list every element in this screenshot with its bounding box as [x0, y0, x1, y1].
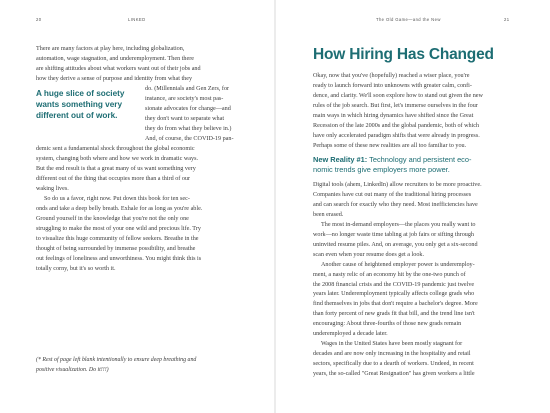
- text-line: encouraging: About three-fourths of those new grads remain: [313, 321, 462, 328]
- subheading-label: New Reality #1:: [313, 155, 368, 164]
- text-line: uninvited resume piles. And, on average, you only get a six-second: [313, 241, 478, 248]
- text-line: ready to launch forward into unknowns with greater calm, confi-: [313, 82, 472, 89]
- text-line: Perhaps some of these new realities are all too familiar to you.: [313, 142, 467, 149]
- subheading-text: Technology and persistent eco-: [367, 155, 472, 164]
- text-line: find themselves in jobs that don't require a bachelor's degree. More: [313, 301, 478, 308]
- text-line: But the end result is that a great many of us want something very: [36, 165, 196, 172]
- right-intro: [313, 72, 519, 152]
- text-line: are shifting attitudes about what workers want out of their jobs and: [36, 65, 201, 72]
- left-para1-bottom: [36, 145, 242, 195]
- left-para2: [36, 195, 242, 275]
- text-line: dence, and clarity. We'll soon explore how to stand out given the new: [313, 92, 483, 99]
- text-line: years later. Underemployment typically affects college grads who: [313, 291, 475, 298]
- text-line: sectors, specifically due to a dearth of workers. Undeed, in recent: [313, 361, 474, 368]
- text-line: So do us a favor, right now. Put down this book for ten sec-: [44, 196, 190, 202]
- text-line: scan even when your resume does get a look.: [313, 251, 425, 258]
- text-line: than forty percent of new grads fit that bill, and the trend line isn't: [313, 311, 475, 318]
- right-page: [276, 0, 550, 413]
- text-line: have only accelerated paradigm shifts that were already in progress.: [313, 132, 480, 139]
- right-running-head: The Old Game—and the New: [376, 17, 441, 22]
- text-line: sionate advocates for change—and: [145, 105, 231, 112]
- left-page-number: 20: [36, 17, 42, 22]
- text-line: Another cause of heightened employer power is underemploy-: [321, 261, 475, 268]
- text-line: Wages in the United States have been mostly stagnant for: [321, 341, 463, 348]
- text-line: to visualize this huge community of fellow seekers. Breathe in the: [36, 235, 199, 242]
- text-line: onds and take a deep belly breath. Exhale for as long as you're able.: [36, 205, 203, 212]
- subheading: [313, 155, 471, 176]
- pull-quote-line: wants something very: [36, 100, 122, 109]
- text-line: they don't want to separate what: [145, 115, 225, 122]
- footnote-line: positive visualization. Do it!!!): [36, 367, 109, 373]
- text-line: system, changing both where and how we work in dramatic ways.: [36, 155, 199, 162]
- footnote: [36, 355, 196, 375]
- text-line: Companies have cut out many of the traditional hiring processes: [313, 191, 472, 198]
- text-line: main ways in which hiring dynamics have shifted since the Great: [313, 112, 474, 119]
- text-line: thought of being surrounded by immense possibility, and breathe: [36, 245, 196, 252]
- text-line: decades and are now only increasing in the hospitality and retail: [313, 351, 471, 358]
- text-line: the 2008 financial crisis and the COVID-19 pandemic just twelve: [313, 281, 475, 288]
- text-line: how they derive a sense of purpose and identity from what they: [36, 75, 193, 82]
- right-page-number: 21: [504, 17, 510, 22]
- footnote-line: (* Rest of page left blank intentionally to ensure deep breathing and: [36, 357, 197, 363]
- left-page: [0, 0, 274, 413]
- text-line: Okay, now that you've (hopefully) reached a wiser place, you're: [313, 73, 470, 79]
- left-running-head: LINKED: [128, 17, 146, 22]
- text-line: different out of the thing that occupies more than a third of our: [36, 175, 191, 182]
- section-heading: How Hiring Has Changed: [313, 46, 494, 63]
- text-line: been erased.: [313, 211, 344, 218]
- text-line: automation, wage stagnation, and underemployment. Then there: [36, 55, 194, 62]
- text-line: Ground yourself in the knowledge that you're not the only one: [36, 215, 189, 222]
- pull-quote-line: A huge slice of society: [36, 89, 125, 98]
- text-line: There are many factors at play here, including globalization,: [36, 46, 185, 52]
- text-line: demic sent a fundamental shock throughout the global economic: [36, 146, 195, 152]
- text-line: Recession of the late 2000s and the global pandemic, both of which: [313, 122, 480, 129]
- text-line: do. (Millennials and Gen Zers, for: [145, 86, 230, 92]
- subheading-text: nomic trends give employers more power.: [313, 165, 450, 175]
- text-line: out feelings of loneliness and unworthiness. You might think this is: [36, 255, 202, 262]
- text-line: Digital tools (ahem, LinkedIn) allow recruiters to be more proactive.: [313, 182, 482, 188]
- text-line: work—no longer waste time tabling at job fairs or sifting through: [313, 231, 474, 238]
- text-line: The most in-demand employers—the places you really want to: [321, 221, 476, 228]
- text-line: totally corny, but it's so worth it.: [36, 265, 116, 272]
- right-body: [313, 181, 519, 380]
- text-line: years, the so-called "Great Resignation" has given workers a little: [313, 371, 475, 378]
- text-line: they do from what they believe in.): [145, 125, 232, 132]
- pull-quote: [36, 88, 136, 121]
- text-line: instance, are society's most pas-: [145, 95, 224, 102]
- text-line: rules of the job search. But first, let's immerse ourselves in the four: [313, 102, 478, 109]
- text-line: underemployed a decade later.: [313, 331, 388, 338]
- left-para1-top: [36, 45, 242, 85]
- text-line: and can search for exactly who they need. Most inefficiencies have: [313, 201, 478, 208]
- left-para1-narrow: [145, 85, 243, 145]
- text-line: And, of course, the COVID-19 pan-: [145, 135, 234, 142]
- text-line: ment, a nasty relic of an economy hit by the one-two punch of: [313, 271, 466, 278]
- text-line: struggling to make the most of your one wild and precious life. Try: [36, 225, 201, 232]
- pull-quote-line: different out of work.: [36, 111, 118, 120]
- text-line: waking lives.: [36, 185, 69, 192]
